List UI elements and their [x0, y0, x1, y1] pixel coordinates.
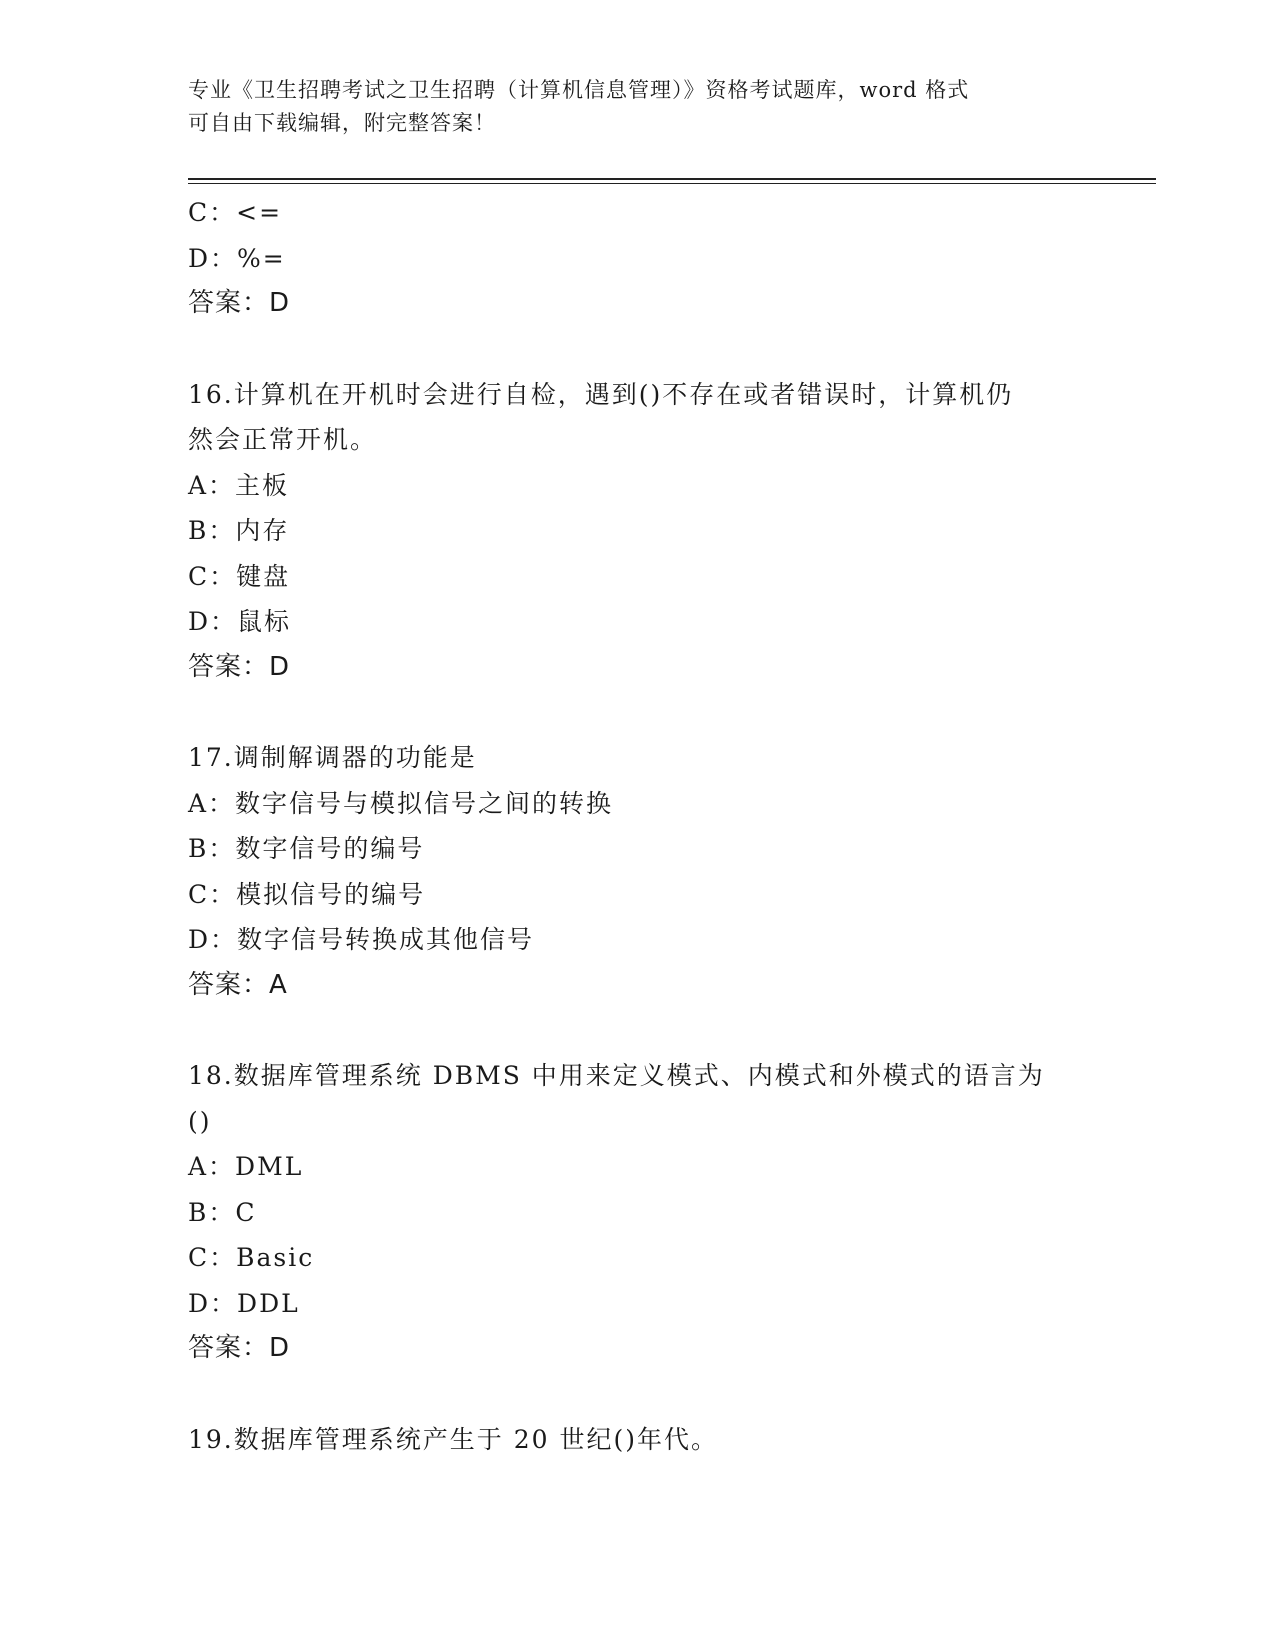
question-19: [188, 1417, 1088, 1463]
option-b: B：C: [188, 1197, 257, 1227]
answer: 答案：D: [188, 288, 291, 318]
question-18: [188, 1053, 1088, 1372]
option-d: D：鼠标: [188, 607, 292, 636]
option-c: C：Basic: [188, 1243, 315, 1272]
header-rule-thick: [188, 178, 1156, 180]
question-list: [188, 190, 1088, 1462]
answer: 答案：D: [188, 651, 291, 682]
option-b: B：数字信号的编号: [188, 834, 425, 863]
option-c: C：键盘: [188, 561, 291, 591]
header-line-2: 可自由下载编辑，附完整答案！: [188, 111, 496, 135]
answer: 答案：D: [188, 1333, 291, 1363]
question-17: [188, 735, 1088, 1008]
option-a: A：主板: [188, 470, 290, 500]
question-stem: 18.数据库管理系统 DBMS 中用来定义模式、内模式和外模式的语言为: [188, 1061, 1045, 1090]
header-line-1: 专业《卫生招聘考试之卫生招聘（计算机信息管理）》资格考试题库，word 格式: [188, 78, 970, 102]
option-c: C：<=: [188, 198, 283, 227]
option-d: D：%=: [188, 243, 286, 273]
option-d: D：数字信号转换成其他信号: [188, 925, 535, 954]
question-stem: 17.调制解调器的功能是: [188, 743, 477, 772]
option-c: C：模拟信号的编号: [188, 879, 426, 909]
answer: 答案：A: [188, 969, 288, 1000]
document-header: [188, 74, 1068, 140]
question-stem-continued: 然会正常开机。: [188, 425, 378, 454]
previous-question-tail: [188, 190, 1088, 327]
question-stem-continued: (): [188, 1106, 212, 1136]
option-a: A：数字信号与模拟信号之间的转换: [188, 788, 614, 818]
question-stem: 16.计算机在开机时会进行自检，遇到()不存在或者错误时，计算机仍: [188, 379, 1014, 409]
header-rule-thin: [188, 183, 1156, 184]
option-a: A：DML: [188, 1152, 304, 1181]
question-stem: 19.数据库管理系统产生于 20 世纪()年代。: [188, 1424, 718, 1454]
option-b: B：内存: [188, 516, 290, 545]
question-16: [188, 372, 1088, 691]
option-d: D：DDL: [188, 1288, 300, 1318]
